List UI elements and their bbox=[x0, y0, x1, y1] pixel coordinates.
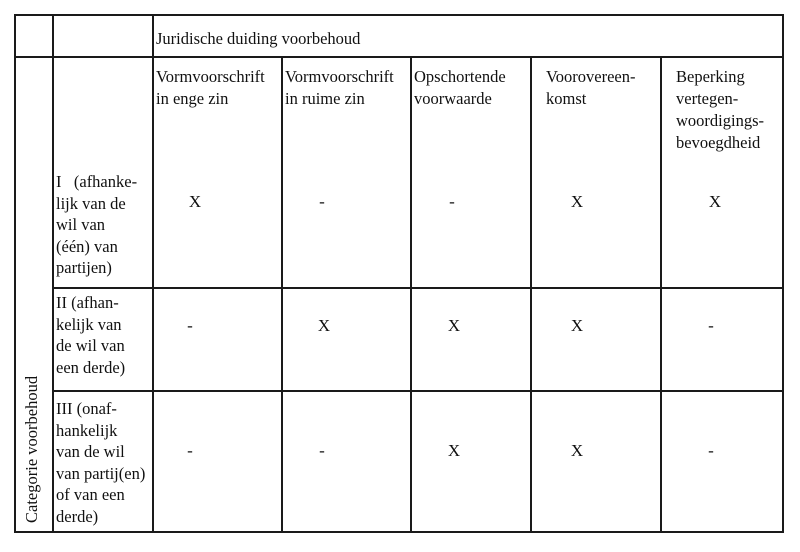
table-cell-mark: X bbox=[570, 192, 584, 211]
table-border-bottom bbox=[14, 531, 784, 533]
row-divider-2 bbox=[52, 390, 784, 392]
table-cell-mark: - bbox=[449, 192, 455, 211]
table-cell-mark: X bbox=[570, 316, 584, 335]
side-header-label: Categorie voorbehoud bbox=[22, 375, 41, 523]
table-cell-mark: X bbox=[708, 192, 722, 211]
header-divider bbox=[14, 56, 784, 58]
table-cell-mark: X bbox=[570, 441, 584, 460]
table-cell-mark: X bbox=[188, 192, 202, 211]
table-cell-mark: X bbox=[447, 441, 461, 460]
table-cell-mark: - bbox=[319, 441, 325, 460]
col-divider-3 bbox=[530, 56, 532, 533]
col-divider-2 bbox=[410, 56, 412, 533]
table-border-left bbox=[14, 14, 16, 533]
table-cell-mark: - bbox=[187, 316, 193, 335]
column-header: Opschortende voorwaarde bbox=[414, 67, 506, 108]
table-cell-mark: - bbox=[708, 316, 714, 335]
table-cell-mark: X bbox=[317, 316, 331, 335]
table-border-right bbox=[782, 14, 784, 533]
column-header: Vormvoorschrift in ruime zin bbox=[285, 67, 394, 108]
col-divider-label bbox=[152, 14, 154, 533]
table-cell-mark: - bbox=[319, 192, 325, 211]
row-label: II (afhan- kelijk van de wil van een derde) bbox=[56, 293, 126, 377]
table-cell-mark: X bbox=[447, 316, 461, 335]
col-divider-1 bbox=[281, 56, 283, 533]
table-cell-mark: - bbox=[708, 441, 714, 460]
column-header: Vormvoorschrift in enge zin bbox=[156, 67, 265, 108]
column-header: Voorovereen- komst bbox=[546, 67, 636, 108]
row-label: I (afhanke- lijk van de wil van (één) van partijen) bbox=[56, 172, 138, 277]
column-header: Beperking vertegen- woordigings- bevoegdheid bbox=[676, 67, 764, 152]
table-border-top bbox=[14, 14, 784, 16]
row-divider-1 bbox=[52, 287, 784, 289]
col-divider-side bbox=[52, 14, 54, 533]
row-label: III (onaf- hankelijk van de wil van partij(en) of van een derde) bbox=[56, 399, 146, 526]
col-divider-4 bbox=[660, 56, 662, 533]
table-cell-mark: - bbox=[187, 441, 193, 460]
top-header-label: Juridische duiding voorbehoud bbox=[156, 29, 361, 48]
